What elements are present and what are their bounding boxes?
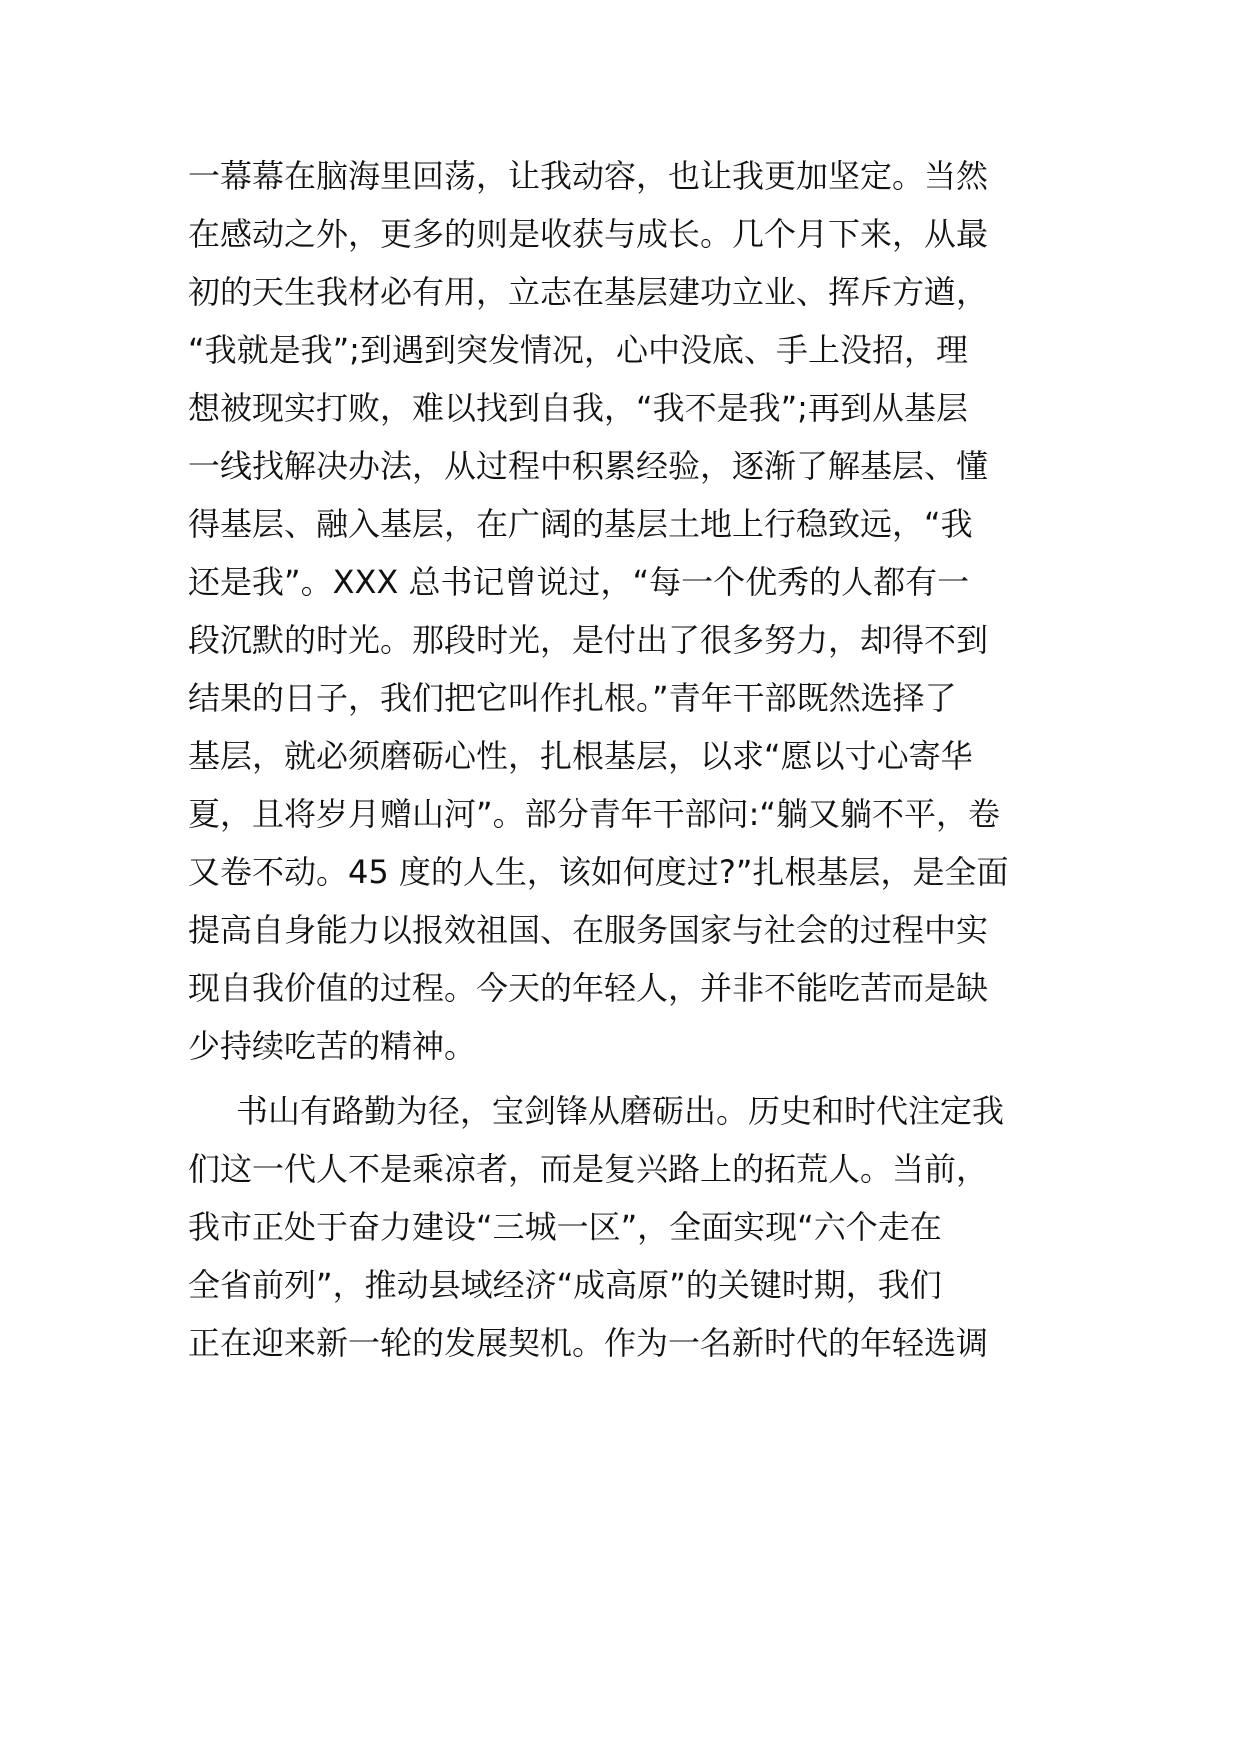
text-line: 基层，就必须磨砺心性，扎根基层，以求“愿以寸心寄华 [188,737,973,775]
text-line: 一幕幕在脑海里回荡，让我动容，也让我更加坚定。当然 [188,157,989,195]
text-line: 又卷不动。45 度的人生，该如何度过?”扎根基层，是全面 [188,853,1009,891]
text-line: 夏，且将岁月赠山河”。部分青年干部问:“躺又躺不平，卷 [188,795,1000,833]
text-line: 段沉默的时光。那段时光，是付出了很多努力，却得不到 [188,621,989,659]
text-line: 全省前列”，推动县域经济“成高原”的关键时期，我们 [188,1266,942,1304]
text-line: 我市正处于奋力建设“三城一区”，全面实现“六个走在 [188,1208,942,1246]
text-line: “我就是我”;到遇到突发情况，心中没底、手上没招，理 [188,331,968,369]
text-line: 初的天生我材必有用，立志在基层建功立业、挥斥方遒， [188,273,989,311]
text-line: 得基层、融入基层，在广阔的基层土地上行稳致远，“我 [188,505,973,543]
text-line: 正在迎来新一轮的发展契机。作为一名新时代的年轻选调 [188,1324,989,1362]
text-line: 们这一代人不是乘凉者，而是复兴路上的拓荒人。当前， [188,1150,989,1188]
text-line: 一线找解决办法，从过程中积累经验，逐渐了解基层、懂 [188,447,989,485]
text-line: 现自我价值的过程。今天的年轻人，并非不能吃苦而是缺 [188,969,989,1007]
text-line: 结果的日子，我们把它叫作扎根。”青年干部既然选择了 [188,679,957,717]
text-line: 还是我”。XXX 总书记曾说过，“每一个优秀的人都有一 [188,563,970,601]
paragraph-first-line: 书山有路勤为径，宝剑锋从磨砺出。历史和时代注定我 [236,1092,1005,1130]
text-line: 想被现实打败，难以找到自我，“我不是我”;再到从基层 [188,389,968,427]
text-line: 在感动之外，更多的则是收获与成长。几个月下来，从最 [188,215,989,253]
text-line: 提高自身能力以报效祖国、在服务国家与社会的过程中实 [188,911,989,949]
text-line: 少持续吃苦的精神。 [188,1027,477,1065]
